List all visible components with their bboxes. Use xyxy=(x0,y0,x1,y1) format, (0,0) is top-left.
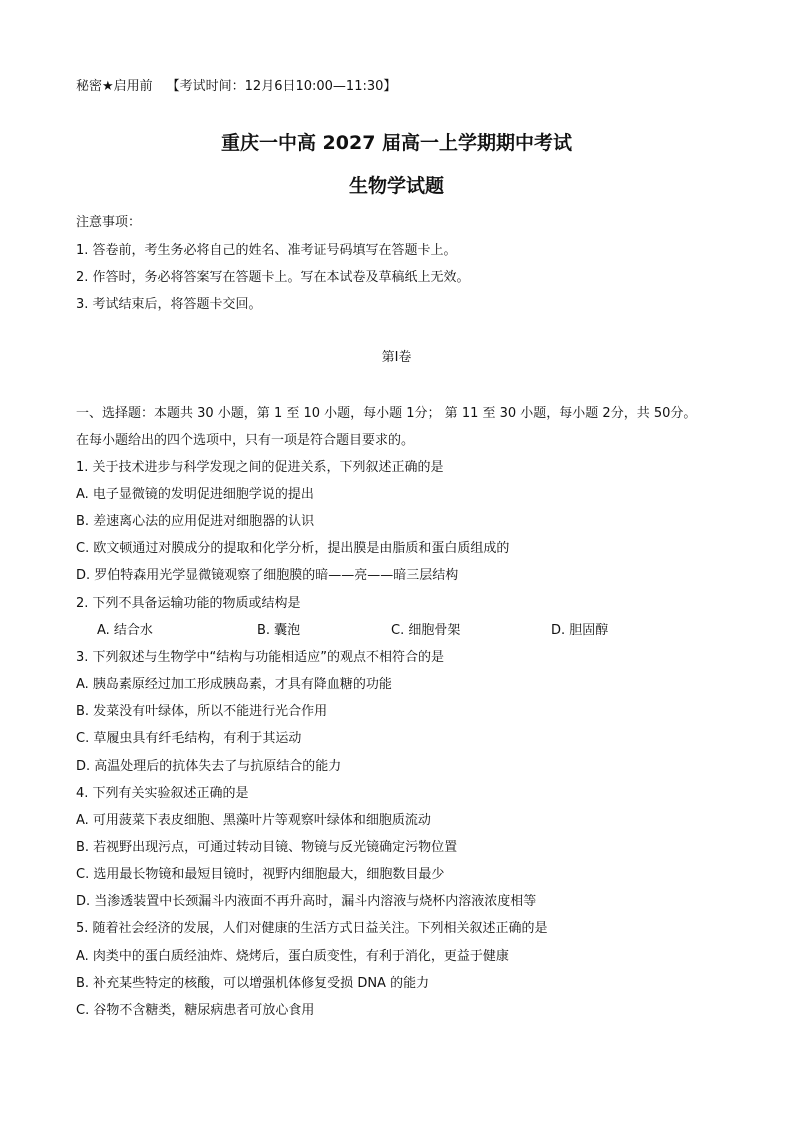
exam-subtitle: 生物学试题 xyxy=(348,175,444,197)
section-instruction: 一、选择题：本题共 30 小题，第 1 至 10 小题，每小题 1分； 第 11 至 30 小题，每小题 2分，共 50分。 xyxy=(76,406,697,421)
note-item: 2. 作答时，务必将答案写在答题卡上。写在本试卷及草稿纸上无效。 xyxy=(76,270,470,285)
question-option: C. 欧文顿通过对膜成分的提取和化学分析，提出膜是由脂质和蛋白质组成的 xyxy=(76,541,510,556)
question-option: C. 细胞骨架 xyxy=(391,623,461,638)
question-option: D. 胆固醇 xyxy=(551,623,609,638)
secret-label: 秘密★启用前 xyxy=(76,79,153,94)
question-option: A. 电子显微镜的发明促进细胞学说的提出 xyxy=(76,487,314,502)
question-stem: 4. 下列有关实验叙述正确的是 xyxy=(76,786,249,801)
question-option: A. 可用菠菜下表皮细胞、黑藻叶片等观察叶绿体和细胞质流动 xyxy=(76,813,431,828)
question-option: B. 补充某些特定的核酸，可以增强机体修复受损 DNA 的能力 xyxy=(76,976,430,991)
exam-title: 重庆一中高 2027 届高一上学期期中考试 xyxy=(220,132,573,154)
note-item: 3. 考试结束后，将答题卡交回。 xyxy=(76,297,262,312)
question-option: B. 发菜没有叶绿体，所以不能进行光合作用 xyxy=(76,704,328,719)
question-stem: 2. 下列不具备运输功能的物质或结构是 xyxy=(76,596,301,611)
question-option: A. 胰岛素原经过加工形成胰岛素，才具有降血糖的功能 xyxy=(76,677,392,692)
section-instruction: 在每小题给出的四个选项中，只有一项是符合题目要求的。 xyxy=(76,433,415,448)
question-stem: 3. 下列叙述与生物学中“结构与功能相适应”的观点不相符合的是 xyxy=(76,650,445,665)
question-option: B. 若视野出现污点，可通过转动目镜、物镜与反光镜确定污物位置 xyxy=(76,840,458,855)
question-stem: 1. 关于技术进步与科学发现之间的促进关系，下列叙述正确的是 xyxy=(76,460,444,475)
question-option: C. 谷物不含糖类，糖尿病患者可放心食用 xyxy=(76,1003,315,1018)
question-option: D. 高温处理后的抗体失去了与抗原结合的能力 xyxy=(76,759,342,774)
question-option: B. 囊泡 xyxy=(257,623,301,638)
note-item: 1. 答卷前，考生务必将自己的姓名、准考证号码填写在答题卡上。 xyxy=(76,243,457,258)
question-option: B. 差速离心法的应用促进对细胞器的认识 xyxy=(76,514,315,529)
header-line xyxy=(76,79,396,95)
question-option: A. 肉类中的蛋白质经油炸、烧烤后，蛋白质变性，有利于消化，更益于健康 xyxy=(76,949,509,964)
question-stem: 5. 随着社会经济的发展，人们对健康的生活方式日益关注。下列相关叙述正确的是 xyxy=(76,921,548,936)
question-option: C. 选用最长物镜和最短目镜时，视野内细胞最大，细胞数目最少 xyxy=(76,867,445,882)
question-option: D. 当渗透装置中长颈漏斗内液面不再升高时，漏斗内溶液与烧杯内溶液浓度相等 xyxy=(76,894,537,909)
notes-heading: 注意事项： xyxy=(76,215,142,230)
question-option: A. 结合水 xyxy=(97,623,153,638)
question-option: C. 草履虫具有纤毛结构，有利于其运动 xyxy=(76,731,302,746)
question-option: D. 罗伯特森用光学显微镜观察了细胞膜的暗——亮——暗三层结构 xyxy=(76,568,459,583)
section-label: 第Ⅰ卷 xyxy=(381,350,412,365)
exam-time: 【考试时间：12月6日10:00—11:30】 xyxy=(166,79,397,94)
